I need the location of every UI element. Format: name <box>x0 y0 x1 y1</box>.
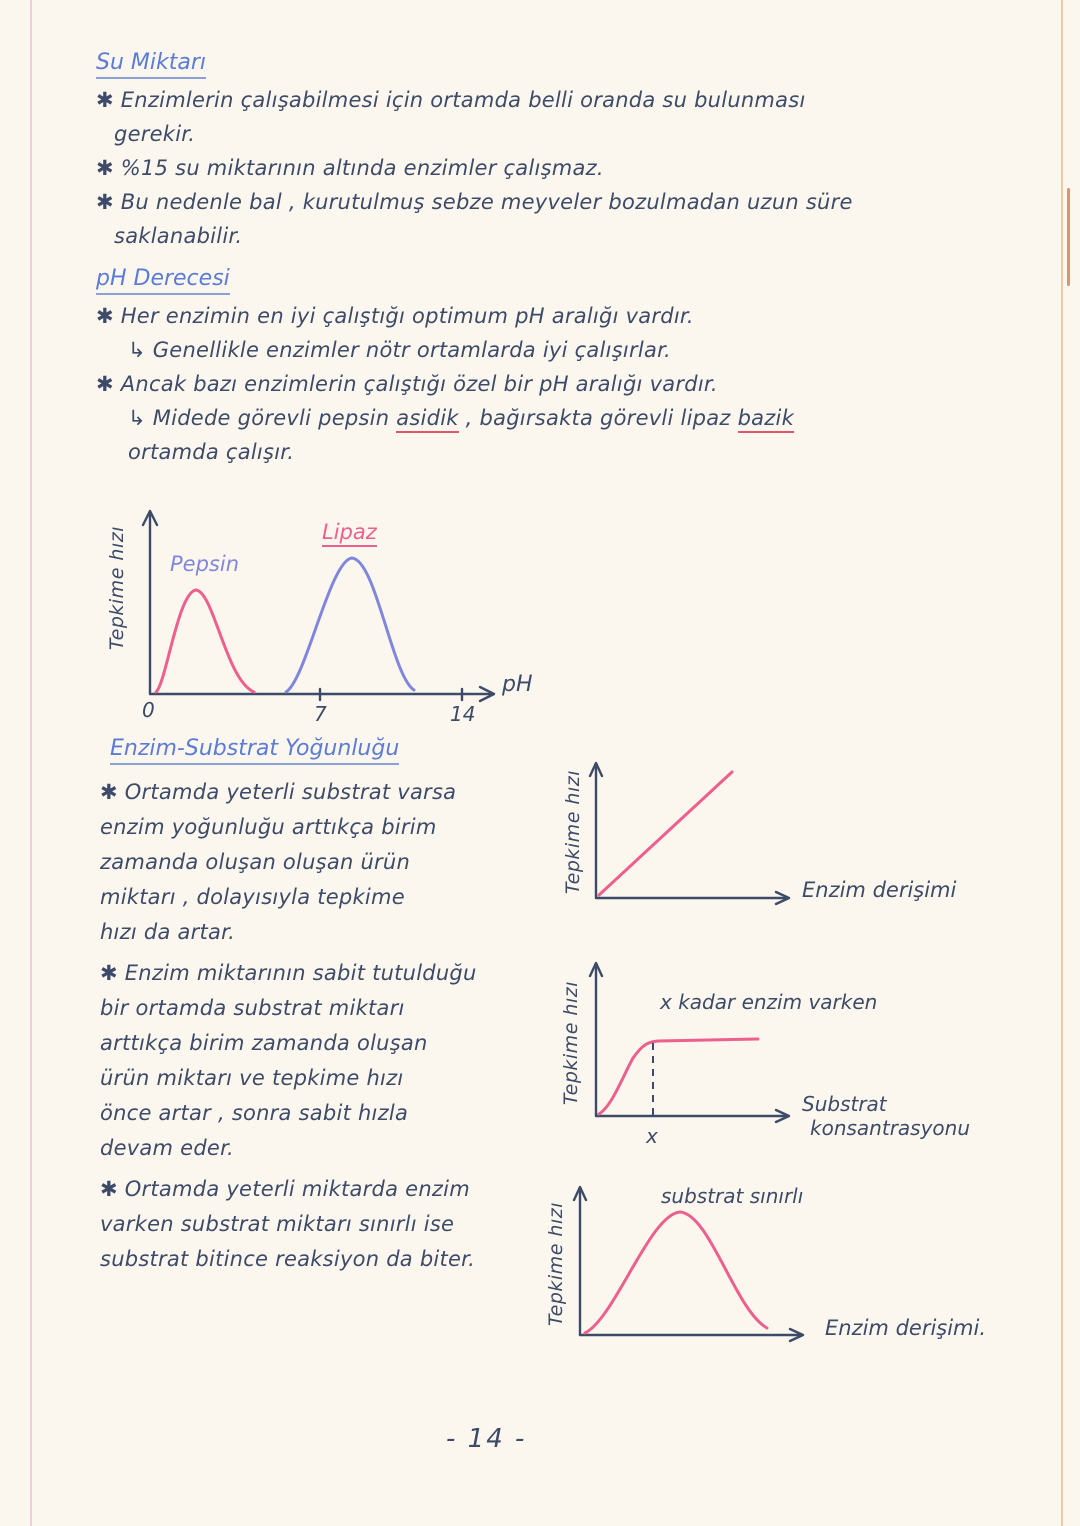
heading-ph-derecesi: pH Derecesi <box>96 266 230 295</box>
rate-curve <box>599 1039 758 1114</box>
pepsin-label: Pepsin <box>170 552 239 576</box>
ph-activity-chart <box>90 494 630 739</box>
tick-label-0: 0 <box>142 698 155 722</box>
note-line: arttıkça birim zamanda oluşan <box>100 1031 428 1055</box>
note-line: miktarı , dolayısıyla tepkime <box>100 885 405 909</box>
section-enzim-substrat <box>100 736 570 1277</box>
enzyme-concentration-chart <box>558 748 1018 923</box>
note-line: devam eder. <box>100 1136 234 1160</box>
enzyme-chart-y-label: Tepkime hızı <box>562 770 584 895</box>
note-line: ✱ Her enzimin en iyi çalıştığı optimum pH aralığı vardır. <box>96 304 694 328</box>
ph-x-axis-label: pH <box>502 672 533 697</box>
note-line <box>96 401 794 435</box>
paragraph-2 <box>100 956 570 1166</box>
tick-label-7: 7 <box>314 702 327 726</box>
paragraph-3 <box>100 1172 570 1277</box>
note-line: ✱ Ortamda yeterli substrat varsa <box>100 780 457 804</box>
enzyme-chart-x-label: Enzim derişimi <box>802 878 957 902</box>
note-line: gerekir. <box>114 122 196 146</box>
note-line: ✱ Enzim miktarının sabit tutulduğu <box>100 961 477 985</box>
note-line: varken substrat miktarı sınırlı ise <box>100 1212 455 1236</box>
substrate-chart-x-label-line1: Substrat <box>802 1092 887 1116</box>
substrate-chart-canvas <box>558 946 808 1161</box>
note-line: substrat bitince reaksiyon da biter. <box>100 1247 476 1271</box>
note-line: ✱ Bu nedenle bal , kurutulmuş sebze meyveler bozulmadan uzun süre <box>96 190 853 214</box>
bazik-red-underlined: bazik <box>738 406 794 433</box>
x-marker-label: x <box>646 1124 658 1148</box>
page-number: - 14 - <box>446 1424 527 1454</box>
section-su-miktari <box>96 50 853 253</box>
enzyme-chart-canvas <box>558 748 808 918</box>
note-line: enzim yoğunluğu arttıkça birim <box>100 815 437 839</box>
substrate-chart-x-label-line2: konsantrasyonu <box>810 1116 971 1140</box>
tick-label-14: 14 <box>450 702 476 726</box>
asidik-red-underlined: asidik <box>396 406 458 433</box>
paragraph-1 <box>100 775 570 950</box>
substrate-concentration-chart <box>558 946 1028 1161</box>
substrate-chart-annotation: x kadar enzim varken <box>660 990 878 1014</box>
note-line: ✱ %15 su miktarının altında enzimler çalışmaz. <box>96 156 604 180</box>
note-line: ✱ Ancak bazı enzimlerin çalıştığı özel bir pH aralığı vardır. <box>96 372 718 396</box>
left-margin-line <box>30 0 32 1526</box>
section-ph-derecesi <box>96 266 794 469</box>
right-edge-mark <box>1067 188 1070 286</box>
note-line: ✱ Ortamda yeterli miktarda enzim <box>100 1177 470 1201</box>
rate-bell-curve <box>585 1212 767 1333</box>
lipaz-label: Lipaz <box>322 520 377 547</box>
limited-substrate-chart <box>545 1170 1065 1370</box>
note-line: bir ortamda substrat miktarı <box>100 996 405 1020</box>
heading-enzim-substrat: Enzim-Substrat Yoğunluğu <box>110 736 399 765</box>
note-line: ✱ Enzimlerin çalışabilmesi için ortamda belli oranda su bulunması <box>96 88 806 112</box>
limited-chart-y-label: Tepkime hızı <box>545 1202 567 1327</box>
note-line: hızı da artar. <box>100 920 236 944</box>
note-line: zamanda oluşan oluşan ürün <box>100 850 411 874</box>
ph-chart-y-label: Tepkime hızı <box>106 526 128 651</box>
note-text: , bağırsakta görevli lipaz <box>458 406 738 430</box>
note-text: ↳ Midede görevli pepsin <box>128 406 397 430</box>
lipaz-curve <box>286 558 414 692</box>
note-line: önce artar , sonra sabit hızla <box>100 1101 409 1125</box>
note-line: ürün miktarı ve tepkime hızı <box>100 1066 404 1090</box>
pepsin-curve <box>156 590 254 692</box>
substrate-chart-y-label: Tepkime hızı <box>560 981 582 1106</box>
heading-su-miktari: Su Miktarı <box>96 50 206 79</box>
limited-chart-x-label: Enzim derişimi. <box>825 1316 987 1340</box>
note-line: ortamda çalışır. <box>128 440 295 464</box>
rate-line <box>599 772 732 895</box>
note-line: ↳ Genellikle enzimler nötr ortamlarda iyi çalışırlar. <box>128 338 671 362</box>
limited-chart-annotation: substrat sınırlı <box>661 1184 804 1208</box>
note-line: saklanabilir. <box>114 224 243 248</box>
